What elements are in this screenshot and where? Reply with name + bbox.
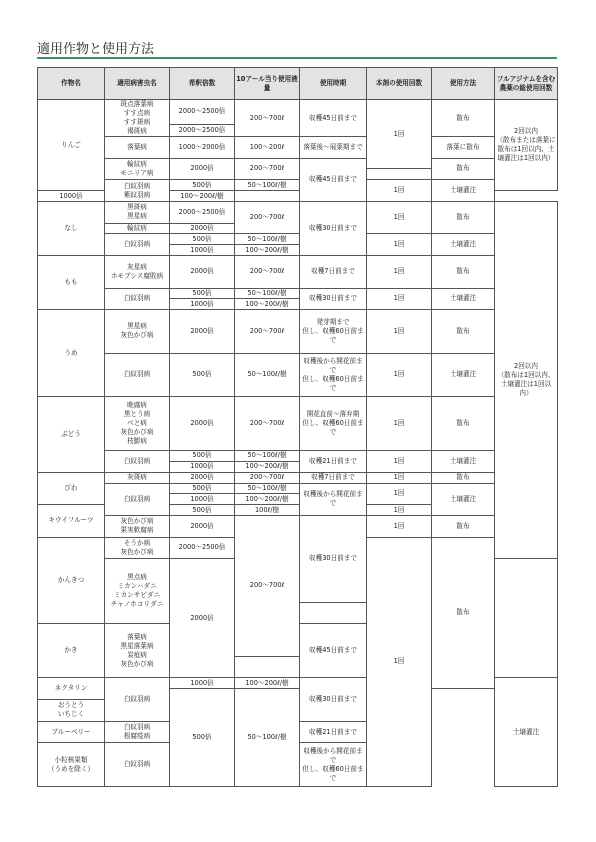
table-cell: 黒斑病 黒星病 bbox=[105, 201, 170, 223]
table-cell: 白紋羽病 bbox=[105, 451, 170, 473]
table-cell: 1回 bbox=[367, 201, 432, 233]
table-row bbox=[38, 310, 558, 321]
table-cell: 土壌灌注 bbox=[432, 288, 495, 310]
table-cell: 2000倍 bbox=[170, 559, 235, 678]
table-cell: 200～700ℓ bbox=[235, 158, 300, 180]
table-cell: 収穫30日前まで bbox=[300, 288, 367, 310]
table-cell: 土壌灌注 bbox=[432, 353, 495, 396]
table-cell: 落葉病 bbox=[105, 137, 170, 159]
page-title: 適用作物と使用方法 bbox=[37, 42, 155, 57]
table-cell: 落葉に散布 bbox=[432, 137, 495, 159]
table-cell: 2000～2500倍 bbox=[170, 537, 235, 559]
table-cell: 土壌灌注 bbox=[495, 678, 558, 786]
table-row bbox=[38, 234, 558, 245]
table-cell: 散布 bbox=[432, 310, 495, 353]
table-cell: 灰星病 ホモプシス腐敗病 bbox=[105, 256, 170, 288]
table-row bbox=[38, 515, 558, 526]
table-cell: 1000倍 bbox=[170, 461, 235, 472]
table-cell: 100～200ℓ/樹 bbox=[235, 245, 300, 256]
table-cell: 1回 bbox=[367, 515, 432, 537]
table-cell: 1回 bbox=[367, 472, 432, 483]
table-cell: ブルーベリー bbox=[38, 721, 105, 743]
table-row bbox=[38, 451, 558, 462]
table-cell: 1000～2000倍 bbox=[170, 137, 235, 159]
table-cell: 50～100ℓ/樹 bbox=[235, 689, 300, 786]
table-cell: 収穫45日前まで bbox=[300, 158, 367, 201]
table-cell: 2000倍 bbox=[170, 158, 235, 180]
table-cell: 1000倍 bbox=[170, 678, 235, 689]
table-cell: 白紋羽病 bbox=[105, 743, 170, 786]
table-row bbox=[38, 201, 558, 212]
table-cell: 収穫45日前まで bbox=[300, 100, 367, 137]
table-cell: 1回 bbox=[367, 396, 432, 450]
title-rule bbox=[37, 57, 557, 59]
table-cell: 散布 bbox=[432, 515, 495, 537]
table-cell: 2000倍 bbox=[170, 472, 235, 483]
table-cell: 100～200ℓ/樹 bbox=[235, 678, 300, 689]
table-row bbox=[38, 483, 558, 494]
table-cell: 500倍 bbox=[170, 483, 235, 494]
column-header: 適用病害虫名 bbox=[105, 68, 170, 100]
table-row bbox=[38, 396, 558, 407]
table-cell: 収穫45日前まで bbox=[300, 624, 367, 678]
table-cell: 1回 bbox=[367, 353, 432, 396]
table-row bbox=[38, 353, 558, 364]
table-cell: 50～100ℓ/樹 bbox=[235, 288, 300, 299]
table-cell: 2000倍 bbox=[170, 515, 235, 537]
table-cell: 土壌灌注 bbox=[432, 451, 495, 473]
table-cell: 500倍 bbox=[170, 451, 235, 462]
table-cell: 散布 bbox=[432, 537, 495, 689]
table-cell: 200～700ℓ bbox=[235, 310, 300, 353]
table-body bbox=[38, 100, 558, 787]
table-cell: 小粒核果類 （うめを除く） bbox=[38, 743, 105, 786]
table-cell: 500倍 bbox=[170, 288, 235, 299]
table-cell: 発芽期まで 但し、収穫60日前まで bbox=[300, 310, 367, 353]
table-row bbox=[38, 137, 558, 148]
table-cell: 2000倍 bbox=[170, 223, 235, 234]
table-cell: 土壌灌注 bbox=[432, 180, 495, 202]
table-row bbox=[38, 158, 558, 169]
header-row bbox=[38, 68, 558, 100]
table-row bbox=[38, 180, 558, 191]
table-cell: 500倍 bbox=[170, 234, 235, 245]
table-cell: 散布 bbox=[432, 472, 495, 483]
table-cell: 開花直前～落弁期 但し、収穫60日前まで bbox=[300, 396, 367, 450]
table-cell: 収穫21日前まで bbox=[300, 451, 367, 473]
table-cell: 灰斑病 bbox=[105, 472, 170, 483]
table-cell: 500倍 bbox=[170, 180, 235, 191]
table-cell: 白紋羽病 bbox=[105, 288, 170, 310]
table-cell: もも bbox=[38, 256, 105, 310]
table-cell: 収穫30日前まで bbox=[300, 678, 367, 721]
table-cell: 収穫7日前まで bbox=[300, 472, 367, 483]
table-cell: 土壌灌注 bbox=[432, 483, 495, 515]
table-cell: 2000～2500倍 bbox=[170, 100, 235, 125]
table-cell: 100～200ℓ/樹 bbox=[170, 191, 235, 202]
table-cell: りんご bbox=[38, 100, 105, 191]
table-cell: 100～200ℓ/樹 bbox=[235, 494, 300, 505]
column-header: 使用時期 bbox=[300, 68, 367, 100]
table-cell: キウイフルーツ bbox=[38, 505, 105, 537]
table-cell: うめ bbox=[38, 310, 105, 397]
table-cell: 白紋羽病 紫紋羽病 bbox=[105, 180, 170, 202]
table-cell: 白紋羽病 bbox=[105, 353, 170, 396]
table-cell: 200～700ℓ bbox=[235, 472, 300, 483]
column-header: 10アール当り使用液量 bbox=[235, 68, 300, 100]
table-cell: 収穫後から開花前まで 但し、収穫60日前まで bbox=[300, 353, 367, 396]
table-cell: 200～700ℓ bbox=[235, 396, 300, 450]
table-cell: 収穫7日前まで bbox=[300, 256, 367, 288]
table-cell: 2000～2500倍 bbox=[170, 124, 235, 136]
table-cell: 1回 bbox=[367, 451, 432, 473]
table-cell: 2回以内 （散布または落葉に散布は1回以内、土壌灌注は1回以内） bbox=[495, 100, 558, 191]
column-header: 本剤の使用回数 bbox=[367, 68, 432, 100]
table-cell: 輪紋病 bbox=[105, 223, 170, 234]
table-cell: 1回 bbox=[367, 180, 432, 202]
column-header: 使用方法 bbox=[432, 68, 495, 100]
table-cell: 200～700ℓ bbox=[235, 515, 300, 656]
table-cell: 500倍 bbox=[170, 505, 235, 516]
table-cell: 100～200ℓ/樹 bbox=[235, 461, 300, 472]
table-cell: 2000倍 bbox=[170, 396, 235, 450]
table-cell: 白紋羽病 bbox=[105, 234, 170, 256]
table-cell: 2000～2500倍 bbox=[170, 201, 235, 223]
table-cell: 白紋羽病 bbox=[105, 483, 170, 515]
table-cell: 1回 bbox=[367, 483, 432, 505]
table-cell: 収穫21日前まで bbox=[300, 721, 367, 743]
table-cell: 斑点落葉病 すす点病 すす斑病 褐斑病 bbox=[105, 100, 170, 137]
table-cell: 1000倍 bbox=[170, 299, 235, 310]
table-cell: 50～100ℓ/樹 bbox=[235, 451, 300, 462]
table-row bbox=[38, 288, 558, 299]
table-cell: 100～200ℓ bbox=[235, 137, 300, 159]
column-header: 希釈倍数 bbox=[170, 68, 235, 100]
table-cell: 1回 bbox=[367, 505, 432, 516]
table-cell: 落葉病 黒星落葉病 炭疽病 灰色かび病 bbox=[105, 624, 170, 678]
table-cell: 500倍 bbox=[170, 689, 235, 786]
table-cell: 散布 bbox=[432, 396, 495, 450]
table-cell: 土壌灌注 bbox=[432, 234, 495, 256]
table-cell: 1回 bbox=[367, 100, 432, 169]
table-cell: 収穫30日前まで bbox=[300, 515, 367, 602]
table-cell: 200～700ℓ bbox=[235, 100, 300, 137]
table-cell: 1回 bbox=[367, 310, 432, 353]
table-cell: 200～700ℓ bbox=[235, 256, 300, 288]
table-cell: 1回 bbox=[367, 234, 432, 256]
table-cell: おうとう いちじく bbox=[38, 700, 105, 722]
table-cell: 散布 bbox=[432, 201, 495, 233]
table-cell: かんきつ bbox=[38, 537, 105, 624]
table-cell: そうか病 灰色かび病 bbox=[105, 537, 170, 559]
table-cell: 50～100ℓ/樹 bbox=[235, 234, 300, 245]
table-row bbox=[38, 100, 558, 112]
table-cell: びわ bbox=[38, 472, 105, 504]
table-cell: かき bbox=[38, 624, 105, 678]
table-cell: 収穫後から開花前まで 但し、収穫60日前まで bbox=[300, 743, 367, 786]
column-header: フルアジナムを含む農薬の総使用回数 bbox=[495, 68, 558, 100]
column-header: 作物名 bbox=[38, 68, 105, 100]
table-cell: なし bbox=[38, 201, 105, 255]
table-cell: 1回 bbox=[367, 288, 432, 310]
table-cell: 100ℓ/樹 bbox=[235, 505, 300, 516]
table-cell: 収穫30日前まで bbox=[300, 201, 367, 255]
table-cell: 散布 bbox=[432, 158, 495, 180]
table-cell: ぶどう bbox=[38, 396, 105, 472]
table-cell: 1回 bbox=[367, 256, 432, 288]
table-cell: 50～100ℓ/樹 bbox=[235, 180, 300, 191]
table-row bbox=[38, 472, 558, 483]
table-cell: 200～700ℓ bbox=[235, 201, 300, 233]
table-cell: 100～200ℓ/樹 bbox=[235, 299, 300, 310]
table-cell: 2回以内 （散布は1回以内、土壌灌注は1回以内） bbox=[495, 201, 558, 558]
table-cell: 500倍 bbox=[170, 353, 235, 396]
table-cell: 1回 bbox=[367, 537, 432, 786]
table-cell: 1000倍 bbox=[38, 191, 105, 202]
table-cell: 白紋羽病 根腐疫病 bbox=[105, 721, 170, 743]
table-cell: ネクタリン bbox=[38, 678, 105, 700]
table-cell: 白紋羽病 bbox=[105, 678, 170, 721]
table-cell: 黒点病 ミカンハダニ ミカンサビダニ チャノホコリダニ bbox=[105, 559, 170, 624]
table-cell: 1000倍 bbox=[170, 494, 235, 505]
table-cell: 晩腐病 黒とう病 べと病 灰色かび病 枝膨病 bbox=[105, 396, 170, 450]
table-row bbox=[38, 256, 558, 267]
table-cell: 輪紋病 モニリア病 bbox=[105, 158, 170, 180]
table-cell: 2000倍 bbox=[170, 256, 235, 288]
usage-table bbox=[37, 67, 558, 787]
table-cell: 収穫後から開花前まで bbox=[300, 483, 367, 515]
table-cell: 散布 bbox=[432, 256, 495, 288]
table-cell: 散布 bbox=[432, 100, 495, 137]
table-cell: 50～100ℓ/樹 bbox=[235, 353, 300, 396]
table-cell: 50～100ℓ/樹 bbox=[235, 483, 300, 494]
table-cell: 落葉後～展葉期まで bbox=[300, 137, 367, 159]
table-cell: 1000倍 bbox=[170, 245, 235, 256]
table-cell: 2000倍 bbox=[170, 310, 235, 353]
table-cell: 黒星病 灰色かび病 bbox=[105, 310, 170, 353]
table-cell: 灰色かび病 果実軟腐病 bbox=[105, 515, 170, 537]
